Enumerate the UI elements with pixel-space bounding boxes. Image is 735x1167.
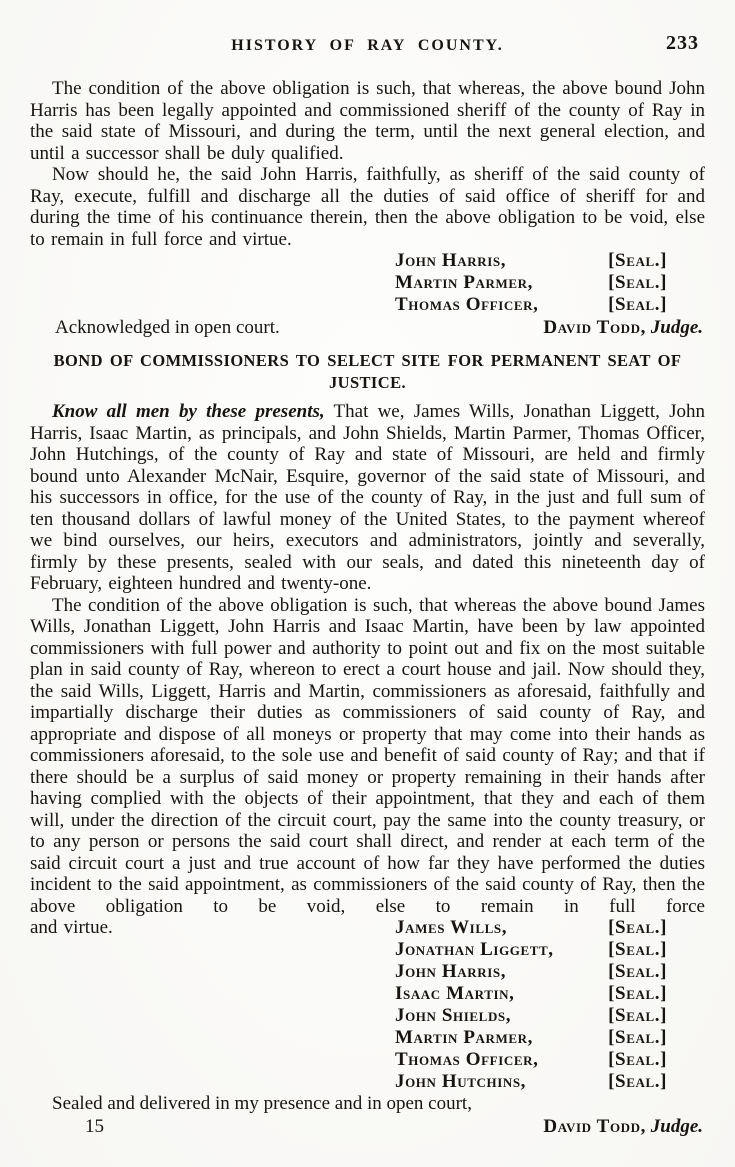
signer-name: Isaac Martin, xyxy=(395,983,515,1004)
signature-row xyxy=(395,1071,667,1093)
paragraph-lead-italic: Know all men by these presents, xyxy=(52,401,325,422)
signer-name: Jonathan Liggett, xyxy=(395,939,554,960)
seal-mark: [Seal.] xyxy=(608,961,667,982)
seal-mark: [Seal.] xyxy=(608,1049,667,1070)
judge-title: Judge. xyxy=(650,1116,703,1137)
judge-name: David Todd, xyxy=(543,317,646,338)
seal-mark: [Seal.] xyxy=(608,983,667,1004)
judge-name: David Todd, xyxy=(543,1116,646,1137)
seal-mark: [Seal.] xyxy=(608,272,667,293)
paragraph-rest: That we, James Wills, Jonathan Liggett, John Harris, Isaac Martin, as principals, and John Shields, Martin Parmer, Thomas Officer, John Hutchings, of the county of Ray and state of Missouri, are held and firmly bound unto Alexander McNair, Esquire, governor of the said state of Missouri, and his successors in office, for the use of the county of Ray, in the just and full sum of ten thousand dollars of lawful money of the United States, to the payment whereof we bind ourselves, our heirs, executors and administrators, jointly and severally, firmly by these presents, sealed with our seals, and dated this nineteenth day of February, eighteen hundred and twenty-one. xyxy=(30,401,705,594)
signer-name: James Wills, xyxy=(395,917,508,938)
seal-mark: [Seal.] xyxy=(608,1005,667,1026)
signer-name: John Harris, xyxy=(395,250,507,271)
signature-row xyxy=(395,983,667,1005)
judge-signature xyxy=(543,316,703,339)
commissioners-signature-block xyxy=(395,917,667,1093)
acknowledgement-row xyxy=(30,316,703,339)
signature-row xyxy=(395,250,667,272)
commissioners-bond-paragraph-2: The condition of the above obligation is such, that whereas the above bound James Wills, Jonathan Liggett, John Harris and Isaac Martin, have been by law appointed commissioners with full power and authority to point out and fix on the most suitable plan in said county of Ray, whereon to erect a court house and jail. Now should they, the said Wills, Liggett, Harris and Martin, commissioners as aforesaid, faithfully and impartially discharge their duties as commissioners of said county of Ray, and appropriate and dispose of all moneys or property that may come into their hands as commissioners aforesaid, to the sole use and benefit of said county of Ray; and that if there should be a surplus of said money or property remaining in their hands after having complied with the objects of their appointment, that they and each of them will, under the direction of the circuit court, pay the same into the county treasury, or to any person or persons the said court shall direct, and render at each term of the said circuit court a just and true account of how far they have performed the duties incident to the said appointment, as commissioners of the said county of Ray, then the above obligation to be void, else to remain in full force xyxy=(30,594,705,917)
seal-mark: [Seal.] xyxy=(608,1071,667,1092)
paragraph-tail: and virtue. xyxy=(30,917,113,938)
signer-name: Martin Parmer, xyxy=(395,1027,533,1048)
footer-row xyxy=(30,1115,703,1139)
signer-name: Martin Parmer, xyxy=(395,272,533,293)
page-number: 233 xyxy=(666,32,699,54)
seal-mark: [Seal.] xyxy=(608,250,667,271)
closing-attestation: Sealed and delivered in my presence and in open court, xyxy=(52,1093,472,1114)
running-head xyxy=(30,32,705,56)
acknowledgement-text: Acknowledged in open court. xyxy=(55,317,280,338)
section-heading-line-2: JUSTICE. xyxy=(328,373,406,392)
sheriff-bond-signature-block xyxy=(395,250,667,316)
section-heading-line-1: BOND OF COMMISSIONERS TO SELECT SITE FOR PERMANENT SEAT OF xyxy=(53,351,682,370)
signature-row xyxy=(395,961,667,983)
sheriff-bond-paragraph-1: The condition of the above obligation is such, that whereas, the above bound John Harris has been legally appointed and commissioned sheriff of the county of Ray in the said state of Missouri, and during the term, until the next general election, and until a successor shall be duly qualified. xyxy=(30,78,705,164)
section-heading xyxy=(40,350,695,394)
signature-row xyxy=(395,294,667,316)
sheriff-bond-paragraph-2: Now should he, the said John Harris, faithfully, as sheriff of the said county of Ray, execute, fulfill and discharge all the duties of said office of sheriff for and during the time of his continuance therein, then the above obligation to be void, else to remain in full force and virtue. xyxy=(30,164,705,250)
signer-name: Thomas Officer, xyxy=(395,1049,539,1070)
signer-name: Thomas Officer, xyxy=(395,294,539,315)
seal-mark: [Seal.] xyxy=(608,1027,667,1048)
seal-mark: [Seal.] xyxy=(608,917,667,938)
signature-row xyxy=(395,1049,667,1071)
commissioners-bond-paragraph-1 xyxy=(30,401,705,595)
seal-mark: [Seal.] xyxy=(608,294,667,315)
signature-row xyxy=(395,917,667,939)
seal-mark: [Seal.] xyxy=(608,939,667,960)
printer-signature-mark: 15 xyxy=(85,1116,104,1137)
signature-row xyxy=(395,939,667,961)
signature-row xyxy=(395,272,667,294)
commissioners-signature-area xyxy=(30,917,705,1093)
page-title: HISTORY OF RAY COUNTY. xyxy=(231,37,504,54)
judge-signature xyxy=(543,1115,703,1139)
signer-name: John Harris, xyxy=(395,961,507,982)
signature-row xyxy=(395,1027,667,1049)
signer-name: John Shields, xyxy=(395,1005,512,1026)
signature-row xyxy=(395,1005,667,1027)
judge-title: Judge. xyxy=(650,317,703,338)
signer-name: John Hutchins, xyxy=(395,1071,527,1092)
